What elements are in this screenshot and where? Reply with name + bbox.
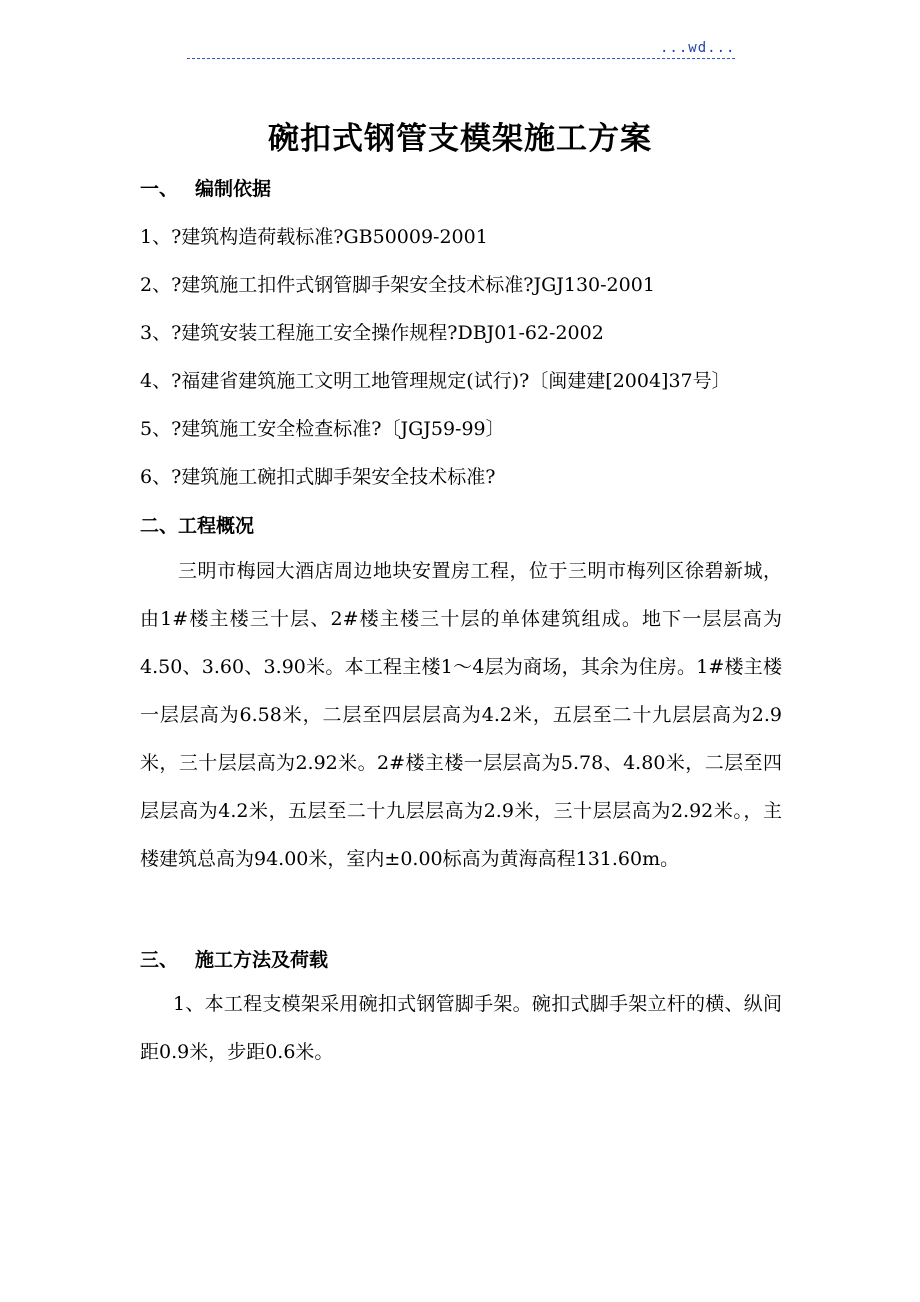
reference-item-3: 3、?建筑安装工程施工安全操作规程?DBJ01-62-2002 — [140, 322, 604, 344]
section-title-1: 编制依据 — [195, 178, 272, 200]
reference-item-5: 5、?建筑施工安全检查标准?〔JGJ59-99〕 — [140, 418, 505, 440]
section-heading-1 — [140, 174, 271, 201]
section-title-3: 施工方法及荷载 — [195, 949, 329, 971]
section-heading-2: 二、工程概况 — [140, 515, 255, 537]
reference-item-1: 1、?建筑构造荷载标准?GB50009-2001 — [140, 226, 488, 248]
header-mark: ...wd... — [660, 40, 736, 56]
project-overview-paragraph: 三明市梅园大酒店周边地块安置房工程，位于三明市梅列区徐碧新城，由1#楼主楼三十层、2#楼主楼三十层的单体建筑组成。地下一层层高为4.50、3.60、3.90米。本工程主楼1～4层为商场，其余为住房。1#楼主楼一层层高为6.58米，二层至四层层高为4.2米，五层至二十九层层高为2.9米，三十层层高为2.92米。2#楼主楼一层层高为5.78、4.80米，二层至四层层高为4.2米，五层至二十九层层高为2.9米，三十层层高为2.92米。，主楼建筑总高为94.00米，室内±0.00标高为黄海高程131.60m。 — [140, 560, 782, 870]
construction-method-paragraph: 1、本工程支模架采用碗扣式钢管脚手架。碗扣式脚手架立杆的横、纵间距0.9米，步距0.6米。 — [140, 993, 782, 1063]
section-number-3: 三、 — [140, 949, 179, 971]
header-rule — [187, 58, 735, 59]
section-heading-3 — [140, 945, 328, 972]
reference-item-4: 4、?福建省建筑施工文明工地管理规定(试行)?〔闽建建[2004]37号〕 — [140, 370, 731, 392]
document-title: 碗扣式钢管支模架施工方案 — [268, 121, 652, 157]
reference-item-2: 2、?建筑施工扣件式钢管脚手架安全技术标准?JGJ130-2001 — [140, 274, 655, 296]
reference-item-6: 6、?建筑施工碗扣式脚手架安全技术标准? — [140, 466, 496, 488]
section-number-1: 一、 — [140, 178, 179, 200]
